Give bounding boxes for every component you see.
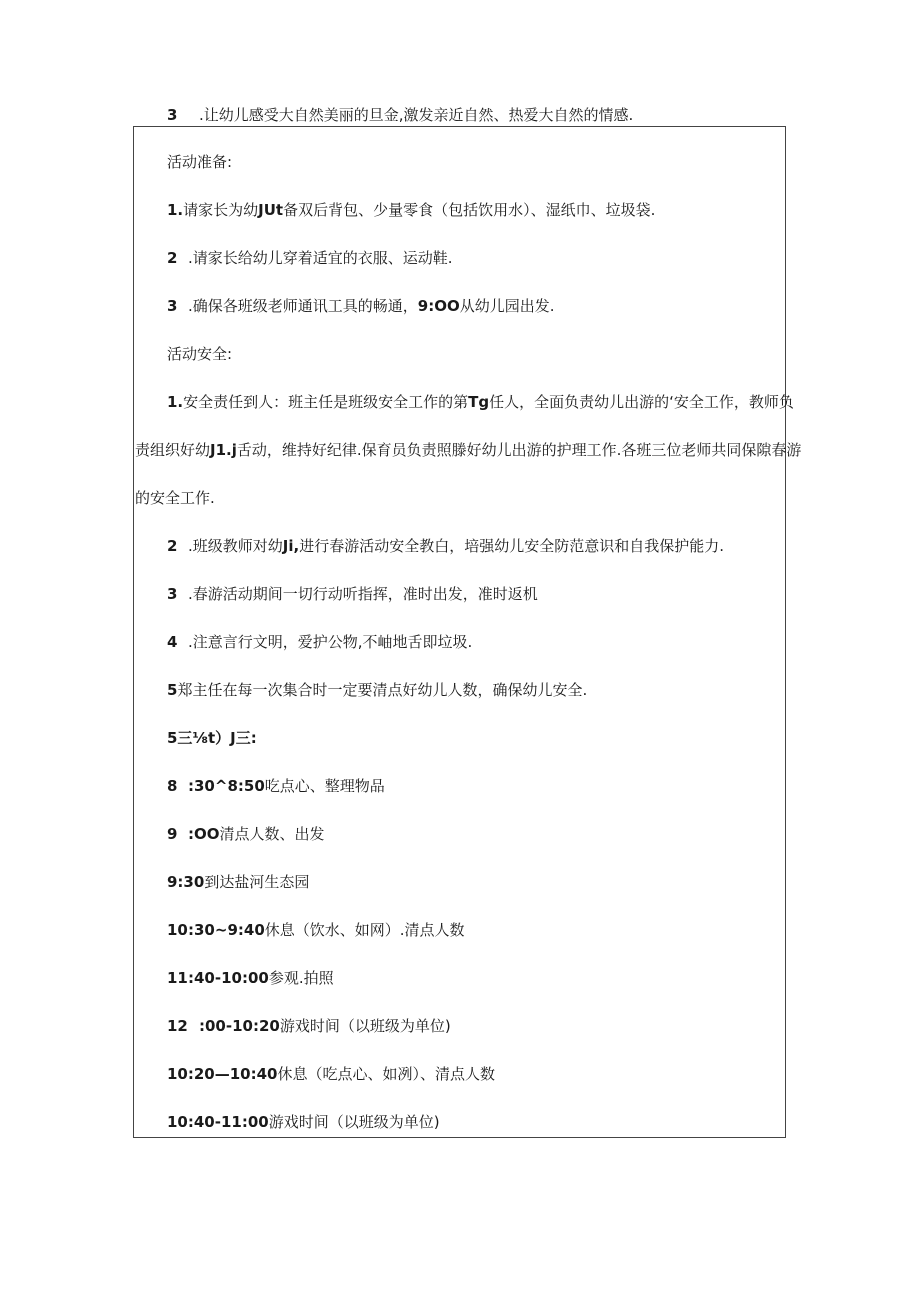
item-text: .让幼儿感受大自然美丽的旦金,激发亲近自然、热爱大自然的情感. <box>199 106 634 124</box>
item-text: .确保各班级老师通讯工具的畅通， <box>188 297 418 315</box>
item-text: .班级教师对幼 <box>188 537 283 555</box>
schedule-number: 12 <box>167 1017 188 1035</box>
item-text-bold: J1.j <box>210 441 237 459</box>
safety-item-1-line-2 <box>135 439 801 461</box>
safety-heading: 活动安全: <box>167 345 233 363</box>
item-text-rest: 任人，全面负责幼儿出游的‘安全工作，教师负 <box>489 393 794 411</box>
item-text-rest: 从幼儿园出发. <box>459 297 555 315</box>
item-number: 1. <box>167 393 184 411</box>
item-number: 3 <box>167 585 178 603</box>
item-text: .春游活动期间一切行动听指挥，准时出发，准时返机 <box>188 585 538 603</box>
item-text: .注意言行文明，爱护公物,不岫地舌即垃圾. <box>188 633 473 651</box>
schedule-row <box>167 1015 451 1037</box>
schedule-activity: 休息（饮水、如网）.清点人数 <box>264 921 465 939</box>
item-text-rest: 备双后背包、少量零食（包括饮用水）、湿纸巾、垃圾袋. <box>283 201 656 219</box>
item-text-rest: 舌动，维持好纪律.保育员负责照滕好幼儿出游的护理工作.各班三位老师共同保隙春游 <box>236 441 802 459</box>
item-number: 3 <box>167 297 178 315</box>
item-number: 4 <box>167 633 178 651</box>
safety-item-2 <box>167 535 724 557</box>
safety-item-1-line-3: 的安全工作. <box>135 489 215 507</box>
schedule-row <box>167 823 325 845</box>
preparation-item-3 <box>167 295 555 317</box>
schedule-number: 8 <box>167 777 178 795</box>
schedule-row <box>167 967 334 989</box>
item-text: .请家长给幼儿穿着适宜的衣服、运动鞋. <box>188 249 453 267</box>
schedule-number: 9 <box>167 825 178 843</box>
safety-item-5 <box>167 679 587 701</box>
departure-time: 9:OO <box>417 297 460 315</box>
schedule-activity: 游戏时间（以班级为单位) <box>268 1113 440 1131</box>
item-number: 2 <box>167 249 178 267</box>
schedule-time: :30^8:50 <box>188 777 265 795</box>
schedule-row <box>167 1063 495 1085</box>
schedule-number: 10 <box>167 921 188 939</box>
item-text: 安全责任到人：班主任是班级安全工作的第 <box>183 393 469 411</box>
schedule-activity: 参观.拍照 <box>268 969 334 987</box>
item-text-bold: Tg <box>468 393 490 411</box>
preparation-item-1 <box>167 199 655 221</box>
schedule-activity: 清点人数、出发 <box>219 825 325 843</box>
item-text-bold: Ji, <box>282 537 300 555</box>
item-text-rest: 进行春游活动安全教白，培强幼儿安全防范意识和自我保护能力. <box>299 537 724 555</box>
preparation-item-2 <box>167 247 453 269</box>
safety-item-4 <box>167 631 472 653</box>
schedule-row <box>167 775 385 797</box>
schedule-row <box>167 1111 440 1133</box>
safety-item-1-line-1 <box>167 391 794 413</box>
schedule-heading: 5三⅛t）J三: <box>167 729 257 747</box>
schedule-activity: 到达盐河生态园 <box>204 873 310 891</box>
safety-item-3 <box>167 583 538 605</box>
preparation-heading: 活动准备: <box>167 153 233 171</box>
schedule-activity: 休息（吃点心、如冽）、清点人数 <box>277 1065 496 1083</box>
objective-item-3 <box>167 104 633 126</box>
item-text: 责组织好幼 <box>135 441 211 459</box>
schedule-time: :OO <box>188 825 220 843</box>
schedule-time: :00-10:20 <box>199 1017 280 1035</box>
item-text: 请家长为幼 <box>183 201 259 219</box>
schedule-time: 10:20—10:40 <box>167 1065 278 1083</box>
item-text: 郑主任在每一次集合时一定要清点好幼儿人数，确保幼儿安全. <box>177 681 588 699</box>
schedule-activity: 吃点心、整理物品 <box>264 777 385 795</box>
schedule-time: :30~9:40 <box>188 921 265 939</box>
schedule-activity: 游戏时间（以班级为单位) <box>279 1017 451 1035</box>
schedule-row <box>167 871 309 893</box>
item-number: 2 <box>167 537 178 555</box>
item-number: 1. <box>167 201 184 219</box>
item-text-bold: JUt <box>258 201 284 219</box>
item-number: 3 <box>167 106 178 124</box>
schedule-time: :40-10:00 <box>188 969 269 987</box>
schedule-time: 9:30 <box>167 873 205 891</box>
item-number: 5 <box>167 681 178 699</box>
schedule-row <box>167 919 465 941</box>
schedule-number: 11 <box>167 969 188 987</box>
schedule-time: 10:40-11:00 <box>167 1113 269 1131</box>
